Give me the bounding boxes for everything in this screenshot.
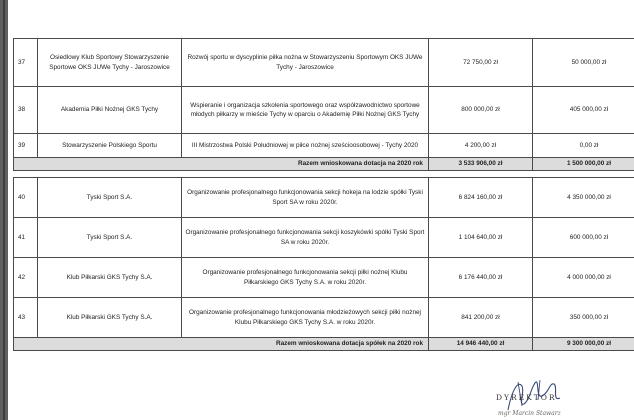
row-number: 40 (14, 178, 38, 218)
summary-requested: 14 946 440,00 zł (429, 338, 533, 351)
requested-amount: 6 176 440,00 zł (429, 258, 533, 298)
table-row (14, 298, 634, 338)
row-number: 37 (14, 39, 38, 87)
organization-name: Tyski Sport S.A. (38, 178, 182, 218)
table-row (14, 39, 634, 87)
organization-name: Klub Piłkarski GKS Tychy S.A. (38, 258, 182, 298)
section-gap (14, 171, 634, 178)
granted-amount: 350 000,00 zł (533, 298, 634, 338)
task-description: Organizowanie profesjonalnego funkcjonowania sekcji hokeja na lodzie spółki Tyski Sport SA w roku 2020r. (182, 178, 429, 218)
row-number: 41 (14, 218, 38, 258)
task-description: Organizowanie profesjonalnego funkcjonowania sekcji piłki nożnej Klubu Piłkarskiego GKS Tychy S.A. w roku 2020r. (182, 258, 429, 298)
requested-amount: 6 824 160,00 zł (429, 178, 533, 218)
requested-amount: 72 750,00 zł (429, 39, 533, 87)
granted-amount: 405 000,00 zł (533, 87, 634, 134)
organization-name: Akademia Piłki Nożnej GKS Tychy (38, 87, 182, 134)
signature-name: mgr Marcin Stawarz (498, 410, 561, 417)
summary-requested: 3 533 906,00 zł (429, 158, 533, 171)
task-description: Organizowanie profesjonalnego funkcjonowania sekcji koszykówki spółki Tyski Sport SA w roku 2020r. (182, 218, 429, 258)
requested-amount: 800 000,00 zł (429, 87, 533, 134)
granted-amount: 4 000 000,00 zł (533, 258, 634, 298)
organization-name: Stowarzyszenie Polskiego Sportu (38, 134, 182, 158)
granted-amount: 600 000,00 zł (533, 218, 634, 258)
row-number: 42 (14, 258, 38, 298)
summary-label: Razem wnioskowana dotacja spółek na 2020 rok (14, 338, 429, 351)
table-row (14, 258, 634, 298)
organization-name: Tyski Sport S.A. (38, 218, 182, 258)
requested-amount: 1 104 640,00 zł (429, 218, 533, 258)
summary-granted: 1 500 000,00 zł (533, 158, 634, 171)
granted-amount: 50 000,00 zł (533, 39, 634, 87)
table-row (14, 178, 634, 218)
summary-granted: 9 300 000,00 zł (533, 338, 634, 351)
table-row (14, 218, 634, 258)
row-number: 39 (14, 134, 38, 158)
requested-amount: 841 200,00 zł (429, 298, 533, 338)
organization-name: Osiedlowy Klub Sportowy Stowarzyszenie Sportowe OKS JUWe Tychy - Jaroszowice (38, 39, 182, 87)
summary-label: Razem wnioskowana dotacja na 2020 rok (14, 158, 429, 171)
row-number: 43 (14, 298, 38, 338)
row-number: 38 (14, 87, 38, 134)
organization-name: Klub Piłkarski GKS Tychy S.A. (38, 298, 182, 338)
table-row (14, 134, 634, 158)
task-description: III Mistrzostwa Polski Południowej w piłce nożnej sześcioosobowej - Tychy 2020 (182, 134, 429, 158)
viewer-left-edge (0, 0, 8, 420)
granted-amount: 0,00 zł (533, 134, 634, 158)
granted-amount: 4 350 000,00 zł (533, 178, 634, 218)
director-signature (478, 376, 608, 420)
task-description: Wspieranie i organizacja szkolenia sportowego oraz współzawodnictwo sportowe młodych piłkarzy w mieście Tychy w oparciu o Akademię Piłki Nożnej GKS Tychy (182, 87, 429, 134)
task-description: Organizowanie profesjonalnego funkcjonowania młodzieżowych sekcji piłki nożnej Klubu Piłkarskiego GKS Tychy S.A. w roku 2020r. (182, 298, 429, 338)
signature-title: DYREKTOR (496, 393, 557, 402)
requested-amount: 4 200,00 zł (429, 134, 533, 158)
grants-table (13, 38, 634, 351)
document-page (8, 0, 634, 420)
summary-row (14, 158, 634, 171)
summary-row (14, 338, 634, 351)
table-row (14, 87, 634, 134)
task-description: Rozwój sportu w dyscyplinie piłka nożna w Stowarzyszeniu Sportowym OKS JUWe Tychy - Jaroszowice (182, 39, 429, 87)
